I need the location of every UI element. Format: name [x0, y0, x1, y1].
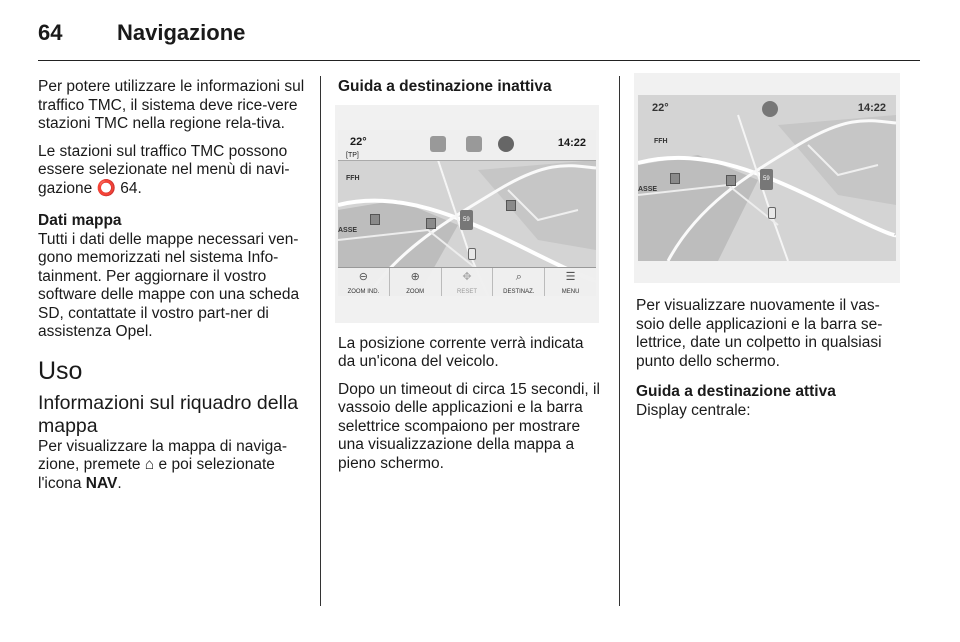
zoom-in-label: ZOOM [406, 288, 425, 295]
selector-bar [338, 267, 596, 296]
guida-attiva-paragraph: Display centrale: [636, 401, 751, 419]
zoom-out-icon: ⊖ [358, 270, 368, 283]
column-1 [38, 78, 306, 502]
clock: 14:22 [857, 102, 886, 114]
nav-app-icon[interactable] [498, 136, 514, 152]
status-bar [338, 130, 596, 161]
zoom-out-label: ZOOM IND. [347, 288, 380, 295]
temperature: 22° [350, 135, 367, 148]
map-screen-1 [338, 130, 596, 296]
nav-indicator-icon [762, 101, 778, 117]
info-text-a: Per visualizzare la mappa di naviga-zione, premete [38, 437, 287, 473]
music-app-icon[interactable] [430, 136, 446, 152]
info-text-b: e poi selezionate l'icona [38, 456, 275, 492]
poi-icon [670, 173, 680, 184]
asse-label: ASSE [638, 186, 658, 193]
phone-app-icon[interactable] [466, 136, 482, 152]
guida-attiva-heading: Guida a destinazione attiva [636, 383, 836, 400]
page-number: 64 [38, 20, 63, 45]
road-badge: 59 [460, 210, 473, 231]
road-badge: 59 [760, 169, 773, 190]
destination-button[interactable] [493, 268, 545, 296]
guida-inattiva-heading: Guida a destinazione inattiva [338, 78, 552, 95]
reset-icon: ✥ [462, 270, 472, 283]
column-2 [338, 78, 604, 482]
tmc-paragraph: Per potere utilizzare le informazioni sul traffico TMC, il sistema deve rice-vere stazioni TMC nella regione rela-tiva. [38, 78, 305, 132]
uso-heading: Uso [38, 356, 83, 385]
map-screen-2 [638, 95, 896, 261]
page-heading: Navigazione [117, 20, 246, 45]
tap-screen-paragraph: Per visualizzare nuovamente il vas-soio delle applicazioni e la barra se-lettrice, date un colpetto in qualsiasi punto dello schermo. [636, 297, 883, 370]
zoom-in-icon: ⊕ [410, 270, 420, 283]
menu-icon: ☰ [565, 270, 576, 283]
dati-mappa-paragraph: Tutti i dati delle mappe necessari ven-gono memorizzati nel sistema Info-tainment. Per aggiornare il vostro software delle mappe con una scheda SD, contattate il vostro part-ner di assistenza Opel. [38, 230, 300, 340]
tp-indicator: [TP] [346, 151, 359, 159]
poi-icon [506, 200, 516, 211]
ffh-label: FFH [654, 138, 668, 145]
zoom-out-button[interactable] [338, 268, 390, 296]
dati-mappa-heading: Dati mappa [38, 212, 122, 229]
vehicle-icon [768, 207, 776, 219]
timeout-paragraph: Dopo un timeout di circa 15 secondi, il vassoio delle applicazioni e la barra selettrice scompaiono per mostrare una visualizzazione della mappa a pieno schermo. [338, 380, 600, 472]
poi-icon [426, 218, 436, 229]
map-figure-1 [335, 105, 599, 323]
menu-label: MENU [561, 288, 580, 295]
column-3 [636, 78, 904, 429]
temperature: 22° [652, 102, 669, 114]
destination-label: DESTINAZ. [503, 288, 535, 295]
poi-icon [370, 214, 380, 225]
vehicle-icon [468, 248, 476, 260]
ffh-label: FFH [346, 174, 360, 182]
map-figure-2 [634, 73, 900, 283]
home-icon: ⌂ [144, 456, 155, 473]
destination-icon: ⌕ [515, 270, 522, 283]
column-divider-right [619, 76, 620, 606]
clock: 14:22 [557, 136, 586, 149]
info-riquadro-heading: Informazioni sul riquadro della mappa [38, 391, 299, 437]
nav-label: NAV [85, 474, 118, 492]
vehicle-position-paragraph: La posizione corrente verrà indicata da un'icona del veicolo. [338, 334, 584, 370]
column-divider-left [320, 76, 321, 606]
menu-button[interactable] [545, 268, 596, 296]
zoom-in-button[interactable] [390, 268, 442, 296]
reset-label: RESET [456, 288, 477, 295]
tmc-stations-paragraph: Le stazioni sul traffico TMC possono essere selezionate nel menù di navi-gazione ⭕ 64. [38, 142, 290, 197]
info-text-end: . [117, 474, 122, 492]
reset-button[interactable] [442, 268, 494, 296]
header-rule [38, 60, 920, 61]
info-riquadro-paragraph [38, 438, 306, 494]
poi-icon [726, 175, 736, 186]
asse-label: ASSE [338, 226, 358, 234]
